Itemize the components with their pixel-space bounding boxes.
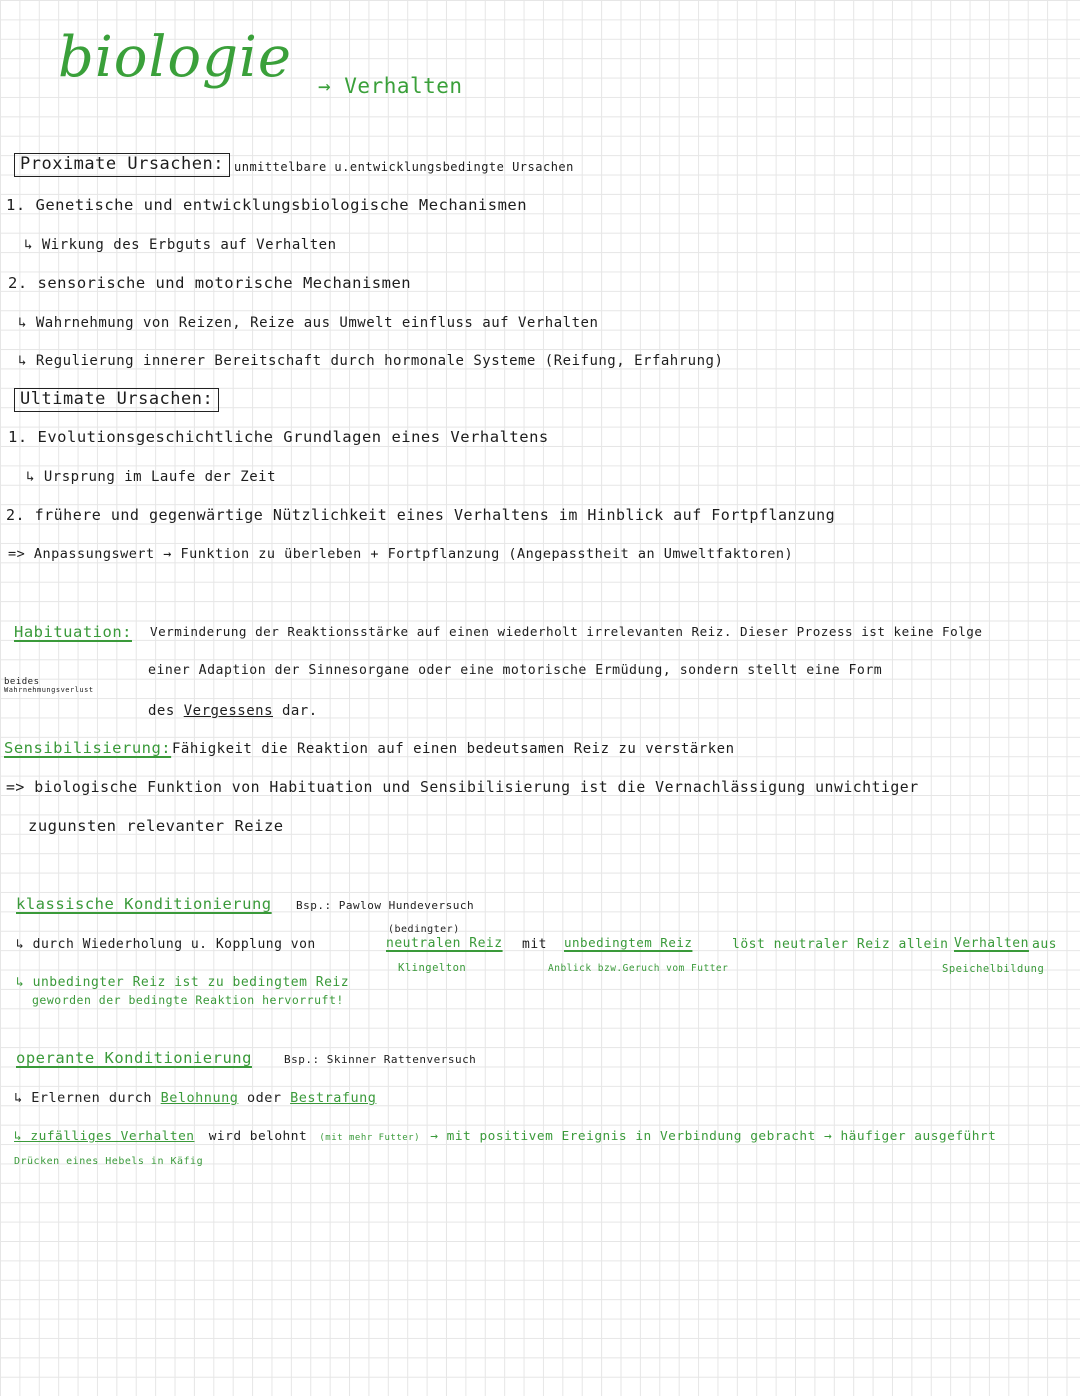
habituation-line-1: Verminderung der Reaktionsstärke auf einen wiederholt irrelevanten Reiz. Dieser Prozess ist keine Folge [150,624,983,639]
mehr-futter: (mit mehr Futter) [319,1133,421,1143]
proximate-label: Proximate Ursachen: [14,153,230,177]
sensibilisierung-definition: Fähigkeit die Reaktion auf einen bedeutsamen Reiz zu verstärken [172,741,735,757]
operante-line-a-2: oder [238,1090,291,1106]
habituation-term: Habituation: [14,623,132,641]
ultimate-item-2-sub: => Anpassungswert → Funktion zu überleben + Fortpflanzung (Angepasstheit an Umweltfaktoren) [8,546,794,562]
ultimate-item-2: 2. frühere und gegenwärtige Nützlichkeit eines Verhaltens im Hinblick auf Fortpflanzung [6,506,836,524]
neutral-reiz: neutralen Reiz [386,936,503,951]
belohnung-word: Belohnung [160,1090,239,1106]
positives-ereignis: → mit positivem Ereignis in Verbindung gebracht → häufiger ausgeführt [430,1129,997,1144]
klassische-konditionierung-term: klassische Konditionierung [16,895,272,913]
neutral-reiz-top: (bedingter) [388,924,460,935]
zufaelliges-verhalten: ↳ zufälliges Verhalten [14,1129,195,1144]
conclusion-line-1: => biologische Funktion von Habituation und Sensibilisierung ist die Vernachlässigung unwichtiger [6,779,919,796]
operante-line-a-1: ↳ Erlernen durch [14,1090,161,1106]
proximate-item-2-sub-2: ↳ Regulierung innerer Bereitschaft durch hormonale Systeme (Reifung, Erfahrung) [18,353,724,369]
operante-line-b-sub: Drücken eines Hebels in Käfig [14,1156,204,1167]
klassische-example: Bsp.: Pawlow Hundeversuch [296,899,475,912]
habituation-line-3 [148,704,318,718]
sensibilisierung-term: Sensibilisierung: [4,739,172,757]
margin-note-1: beides [4,677,40,687]
klassische-line-c: geworden der bedingte Reaktion hervorruft! [32,993,344,1007]
unbedingter-reiz-bottom: Anblick bzw.Geruch vom Futter [548,963,729,974]
wird-belohnt: wird belohnt [208,1129,308,1144]
ultimate-label: Ultimate Ursachen: [14,388,219,412]
unbedingter-reiz: unbedingtem Reiz [564,935,693,950]
operante-example: Bsp.: Skinner Rattenversuch [284,1053,477,1066]
conclusion-line-2: zugunsten relevanter Reize [28,817,284,835]
aus-word: aus [1032,937,1057,952]
loest-text: löst neutraler Reiz allein [732,937,949,952]
bestrafung-word: Bestrafung [290,1090,377,1106]
ultimate-item-1-sub: ↳ Ursprung im Laufe der Zeit [26,469,277,485]
verhalten-word: Verhalten [954,936,1029,951]
ultimate-item-1: 1. Evolutionsgeschichtliche Grundlagen eines Verhaltens [8,428,549,446]
proximate-item-2: 2. sensorische und motorische Mechanismen [8,274,412,292]
margin-note-2: Wahrnehmungsverlust [4,686,94,694]
klassische-line-a: ↳ durch Wiederholung u. Kopplung von [16,937,316,952]
proximate-item-1-sub: ↳ Wirkung des Erbguts auf Verhalten [24,237,337,253]
operante-line-b [14,1131,996,1144]
proximate-item-1: 1. Genetische und entwicklungsbiologische Mechanismen [6,196,528,214]
habituation-line-3-c: dar. [273,703,318,719]
page-subtitle: → Verhalten [318,74,463,98]
klassische-line-b: ↳ unbedingter Reiz ist zu bedingtem Reiz [16,975,350,990]
operante-line-a [14,1092,376,1106]
vergessens-term: Vergessens [183,703,274,719]
neutral-reiz-bottom: Klingelton [398,962,467,974]
proximate-description: unmittelbare u.entwicklungsbedingte Ursachen [234,160,574,174]
habituation-line-2: einer Adaption der Sinnesorgane oder eine motorische Ermüdung, sondern stellt eine Form [148,663,883,678]
verhalten-bottom: Speichelbildung [942,963,1045,975]
habituation-line-3-a: des [148,703,184,719]
operante-konditionierung-term: operante Konditionierung [16,1049,252,1067]
page-title: biologie [58,25,292,90]
proximate-item-2-sub-1: ↳ Wahrnehmung von Reizen, Reize aus Umwelt einfluss auf Verhalten [18,315,599,331]
mit-word: mit [522,937,547,952]
